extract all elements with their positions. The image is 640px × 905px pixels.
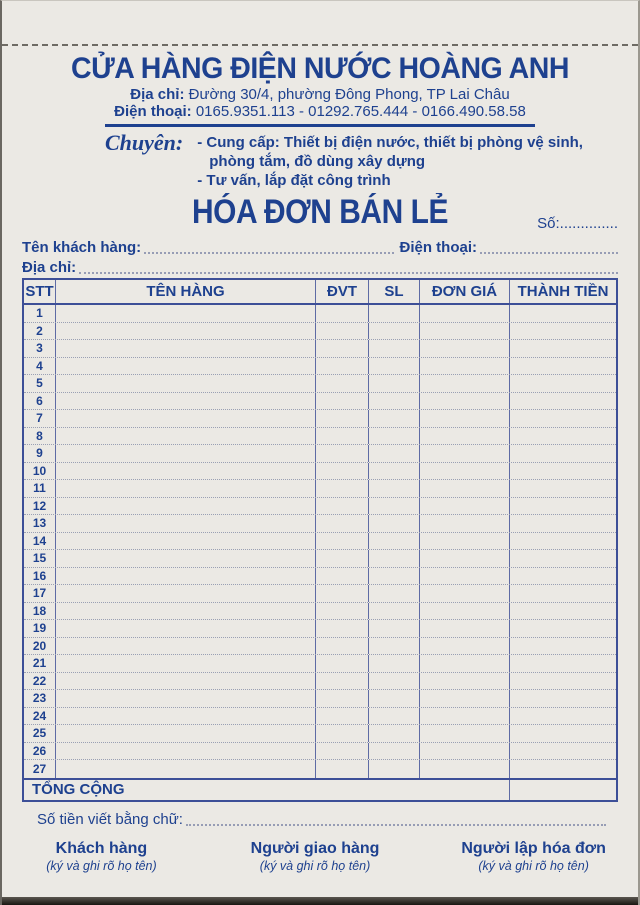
table-cell bbox=[510, 445, 616, 462]
table-row bbox=[24, 358, 616, 376]
table-cell bbox=[56, 725, 316, 742]
table-row bbox=[24, 620, 616, 638]
table-cell bbox=[369, 550, 420, 567]
specialty-line: - Tư vấn, lắp đặt công trình bbox=[197, 172, 391, 189]
phone-value: 0165.9351.113 - 01292.765.444 - 0166.490.58.58 bbox=[195, 103, 526, 120]
table-cell bbox=[56, 603, 316, 620]
row-number-cell: 6 bbox=[24, 393, 56, 410]
row-number-cell: 23 bbox=[24, 690, 56, 707]
table-cell bbox=[420, 393, 510, 410]
row-number-cell: 11 bbox=[24, 480, 56, 497]
table-cell bbox=[420, 533, 510, 550]
table-cell bbox=[56, 445, 316, 462]
table-cell bbox=[316, 393, 369, 410]
table-row bbox=[24, 585, 616, 603]
table-cell bbox=[510, 743, 616, 760]
customer-phone-fill-line bbox=[480, 252, 618, 254]
table-cell bbox=[56, 375, 316, 392]
table-cell bbox=[316, 375, 369, 392]
table-cell bbox=[316, 743, 369, 760]
row-number-cell: 26 bbox=[24, 743, 56, 760]
table-cell bbox=[316, 620, 369, 637]
table-cell bbox=[369, 638, 420, 655]
specialty-label: Chuyên: bbox=[105, 130, 184, 155]
table-cell bbox=[510, 375, 616, 392]
table-cell bbox=[316, 445, 369, 462]
table-row bbox=[24, 498, 616, 516]
table-cell bbox=[56, 358, 316, 375]
table-cell bbox=[420, 480, 510, 497]
row-number-cell: 21 bbox=[24, 655, 56, 672]
table-cell bbox=[316, 568, 369, 585]
table-cell bbox=[316, 340, 369, 357]
signature-block bbox=[12, 840, 191, 873]
row-number-cell: 25 bbox=[24, 725, 56, 742]
table-cell bbox=[510, 708, 616, 725]
table-cell bbox=[56, 620, 316, 637]
table-cell bbox=[510, 305, 616, 322]
table-cell bbox=[369, 760, 420, 778]
table-cell bbox=[316, 463, 369, 480]
signature-block bbox=[191, 840, 439, 873]
row-number-cell: 7 bbox=[24, 410, 56, 427]
phone-label: Điện thoại: bbox=[114, 103, 192, 120]
table-cell bbox=[56, 760, 316, 778]
signature-block bbox=[439, 840, 628, 873]
specialty-section bbox=[105, 131, 638, 190]
total-row bbox=[24, 778, 616, 800]
signature-title: Khách hàng bbox=[55, 839, 148, 857]
table-cell bbox=[420, 375, 510, 392]
table-cell bbox=[420, 585, 510, 602]
row-number-cell: 3 bbox=[24, 340, 56, 357]
signature-subtitle: (ký và ghi rõ họ tên) bbox=[259, 858, 371, 873]
table-cell bbox=[369, 498, 420, 515]
table-cell bbox=[369, 480, 420, 497]
table-cell bbox=[369, 305, 420, 322]
table-row bbox=[24, 533, 616, 551]
table-cell bbox=[420, 760, 510, 778]
specialty-line: - Cung cấp: Thiết bị điện nước, thiết bị phòng vệ sinh, bbox=[197, 134, 583, 151]
customer-name-row bbox=[22, 236, 618, 256]
table-cell bbox=[369, 375, 420, 392]
table-row bbox=[24, 305, 616, 323]
table-cell bbox=[56, 673, 316, 690]
table-cell bbox=[316, 585, 369, 602]
table-cell bbox=[510, 568, 616, 585]
title-row bbox=[2, 194, 638, 232]
table-cell bbox=[56, 743, 316, 760]
invoice-number-field: Số:.............. bbox=[537, 215, 618, 232]
table-cell bbox=[510, 620, 616, 637]
table-cell bbox=[420, 358, 510, 375]
signature-section bbox=[12, 840, 628, 873]
address-value: Đường 30/4, phường Đông Phong, TP Lai Châu bbox=[188, 86, 510, 103]
amount-in-words-row bbox=[37, 809, 606, 828]
table-cell bbox=[56, 393, 316, 410]
amount-in-words-fill-line bbox=[186, 824, 606, 826]
customer-address-fill-line bbox=[79, 272, 618, 274]
column-header: STT bbox=[24, 280, 56, 303]
table-row bbox=[24, 655, 616, 673]
table-cell bbox=[510, 603, 616, 620]
table-cell bbox=[369, 393, 420, 410]
row-number-cell: 4 bbox=[24, 358, 56, 375]
table-cell bbox=[56, 568, 316, 585]
store-address-line bbox=[2, 88, 638, 102]
table-cell bbox=[369, 743, 420, 760]
table-cell bbox=[420, 550, 510, 567]
table-row bbox=[24, 463, 616, 481]
table-cell bbox=[510, 515, 616, 532]
table-cell bbox=[316, 603, 369, 620]
row-number-cell: 12 bbox=[24, 498, 56, 515]
table-cell bbox=[510, 655, 616, 672]
table-cell bbox=[316, 358, 369, 375]
row-number-cell: 20 bbox=[24, 638, 56, 655]
table-cell bbox=[316, 690, 369, 707]
table-cell bbox=[510, 585, 616, 602]
invoice-title: HÓA ĐƠN BÁN LẺ bbox=[192, 193, 448, 231]
table-row bbox=[24, 410, 616, 428]
table-cell bbox=[420, 620, 510, 637]
table-cell bbox=[420, 655, 510, 672]
customer-address-label: Địa chỉ: bbox=[22, 259, 77, 276]
customer-phone-label: Điện thoại: bbox=[399, 239, 477, 256]
table-cell bbox=[510, 358, 616, 375]
table-cell bbox=[369, 708, 420, 725]
table-cell bbox=[316, 760, 369, 778]
specialty-line: phòng tắm, đồ dùng xây dựng bbox=[209, 153, 426, 170]
table-cell bbox=[316, 550, 369, 567]
table-cell bbox=[420, 515, 510, 532]
table-cell bbox=[56, 585, 316, 602]
table-cell bbox=[56, 690, 316, 707]
table-cell bbox=[56, 533, 316, 550]
table-row bbox=[24, 603, 616, 621]
table-cell bbox=[510, 498, 616, 515]
table-cell bbox=[56, 410, 316, 427]
table-cell bbox=[420, 445, 510, 462]
table-cell bbox=[316, 515, 369, 532]
table-cell bbox=[510, 673, 616, 690]
table-cell bbox=[510, 340, 616, 357]
row-number-cell: 16 bbox=[24, 568, 56, 585]
column-header: TÊN HÀNG bbox=[56, 280, 316, 303]
row-number-cell: 5 bbox=[24, 375, 56, 392]
table-cell bbox=[420, 410, 510, 427]
signature-subtitle: (ký và ghi rõ họ tên) bbox=[46, 858, 157, 873]
table-cell bbox=[369, 445, 420, 462]
customer-name-fill-line bbox=[144, 252, 393, 254]
table-cell bbox=[316, 673, 369, 690]
table-row bbox=[24, 375, 616, 393]
row-number-cell: 24 bbox=[24, 708, 56, 725]
table-header-row bbox=[24, 280, 616, 305]
table-cell bbox=[510, 393, 616, 410]
table-cell bbox=[420, 673, 510, 690]
table-cell bbox=[56, 463, 316, 480]
table-cell bbox=[510, 550, 616, 567]
row-number-cell: 2 bbox=[24, 323, 56, 340]
table-cell bbox=[369, 620, 420, 637]
store-phone-line bbox=[2, 105, 638, 119]
table-cell bbox=[420, 708, 510, 725]
table-row bbox=[24, 515, 616, 533]
table-cell bbox=[56, 655, 316, 672]
table-row bbox=[24, 323, 616, 341]
customer-section bbox=[22, 236, 618, 276]
table-row bbox=[24, 340, 616, 358]
table-cell bbox=[369, 533, 420, 550]
table-cell bbox=[56, 638, 316, 655]
table-cell bbox=[420, 638, 510, 655]
table-cell bbox=[420, 603, 510, 620]
column-header: THÀNH TIỀN bbox=[517, 283, 609, 300]
table-cell bbox=[316, 708, 369, 725]
invoice-content bbox=[2, 47, 638, 873]
table-cell bbox=[56, 708, 316, 725]
table-cell bbox=[420, 498, 510, 515]
table-cell bbox=[369, 463, 420, 480]
table-cell bbox=[316, 725, 369, 742]
signature-subtitle: (ký và ghi rõ họ tên) bbox=[478, 858, 589, 873]
table-cell bbox=[316, 480, 369, 497]
table-cell bbox=[510, 480, 616, 497]
column-header: ĐVT bbox=[316, 280, 369, 303]
table-cell bbox=[510, 428, 616, 445]
table-cell bbox=[420, 568, 510, 585]
customer-name-label: Tên khách hàng: bbox=[22, 239, 142, 256]
table-row bbox=[24, 445, 616, 463]
table-cell bbox=[369, 323, 420, 340]
total-label: TỔNG CỘNG bbox=[24, 780, 510, 800]
table-row bbox=[24, 743, 616, 761]
table-row bbox=[24, 568, 616, 586]
table-cell bbox=[316, 428, 369, 445]
table-cell bbox=[510, 323, 616, 340]
table-cell bbox=[510, 760, 616, 778]
total-amount-cell bbox=[510, 780, 616, 800]
table-cell bbox=[369, 673, 420, 690]
table-cell bbox=[56, 480, 316, 497]
table-cell bbox=[56, 515, 316, 532]
table-row bbox=[24, 690, 616, 708]
customer-address-row bbox=[22, 256, 618, 276]
table-body bbox=[24, 305, 616, 778]
row-number-cell: 17 bbox=[24, 585, 56, 602]
table-cell bbox=[369, 568, 420, 585]
table-row bbox=[24, 550, 616, 568]
table-cell bbox=[56, 340, 316, 357]
row-number-cell: 27 bbox=[24, 760, 56, 778]
table-cell bbox=[316, 533, 369, 550]
table-cell bbox=[316, 638, 369, 655]
table-row bbox=[24, 428, 616, 446]
table-cell bbox=[510, 725, 616, 742]
perforation-dashed-line bbox=[2, 44, 638, 46]
table-cell bbox=[316, 655, 369, 672]
specialty-lines bbox=[197, 131, 583, 190]
table-row bbox=[24, 760, 616, 778]
table-cell bbox=[420, 305, 510, 322]
column-header: SL bbox=[369, 280, 420, 303]
row-number-cell: 19 bbox=[24, 620, 56, 637]
table-cell bbox=[420, 725, 510, 742]
table-cell bbox=[369, 603, 420, 620]
table-row bbox=[24, 708, 616, 726]
address-label: Địa chỉ: bbox=[130, 86, 185, 103]
table-cell bbox=[420, 340, 510, 357]
table-cell bbox=[56, 498, 316, 515]
table-cell bbox=[510, 463, 616, 480]
row-number-cell: 18 bbox=[24, 603, 56, 620]
table-cell bbox=[510, 690, 616, 707]
table-cell bbox=[369, 358, 420, 375]
table-cell bbox=[369, 725, 420, 742]
table-cell bbox=[369, 515, 420, 532]
column-header: ĐƠN GIÁ bbox=[420, 280, 510, 303]
table-cell bbox=[56, 428, 316, 445]
table-cell bbox=[56, 305, 316, 322]
table-cell bbox=[420, 743, 510, 760]
table-row bbox=[24, 725, 616, 743]
row-number-cell: 15 bbox=[24, 550, 56, 567]
header-divider bbox=[105, 124, 535, 127]
table-cell bbox=[420, 428, 510, 445]
table-cell bbox=[420, 323, 510, 340]
table-cell bbox=[510, 533, 616, 550]
scan-bottom-edge bbox=[2, 897, 638, 905]
signature-title: Người lập hóa đơn bbox=[461, 839, 606, 857]
table-cell bbox=[369, 585, 420, 602]
table-cell bbox=[316, 323, 369, 340]
row-number-cell: 9 bbox=[24, 445, 56, 462]
table-cell bbox=[510, 638, 616, 655]
row-number-cell: 10 bbox=[24, 463, 56, 480]
table-cell bbox=[369, 410, 420, 427]
table-cell bbox=[56, 323, 316, 340]
table-cell bbox=[316, 410, 369, 427]
table-cell bbox=[316, 305, 369, 322]
row-number-cell: 22 bbox=[24, 673, 56, 690]
amount-in-words-label: Số tiền viết bằng chữ: bbox=[37, 810, 183, 828]
table-row bbox=[24, 393, 616, 411]
table-cell bbox=[420, 690, 510, 707]
table-row bbox=[24, 638, 616, 656]
table-cell bbox=[420, 463, 510, 480]
table-cell bbox=[369, 340, 420, 357]
row-number-cell: 8 bbox=[24, 428, 56, 445]
table-cell bbox=[369, 690, 420, 707]
table-row bbox=[24, 673, 616, 691]
signature-title: Người giao hàng bbox=[250, 839, 380, 857]
table-cell bbox=[510, 410, 616, 427]
store-name: CỬA HÀNG ĐIỆN NƯỚC HOÀNG ANH bbox=[71, 52, 569, 85]
items-table bbox=[22, 278, 618, 802]
table-cell bbox=[316, 498, 369, 515]
row-number-cell: 14 bbox=[24, 533, 56, 550]
row-number-cell: 13 bbox=[24, 515, 56, 532]
row-number-cell: 1 bbox=[24, 305, 56, 322]
table-cell bbox=[369, 428, 420, 445]
table-row bbox=[24, 480, 616, 498]
table-cell bbox=[56, 550, 316, 567]
table-cell bbox=[369, 655, 420, 672]
